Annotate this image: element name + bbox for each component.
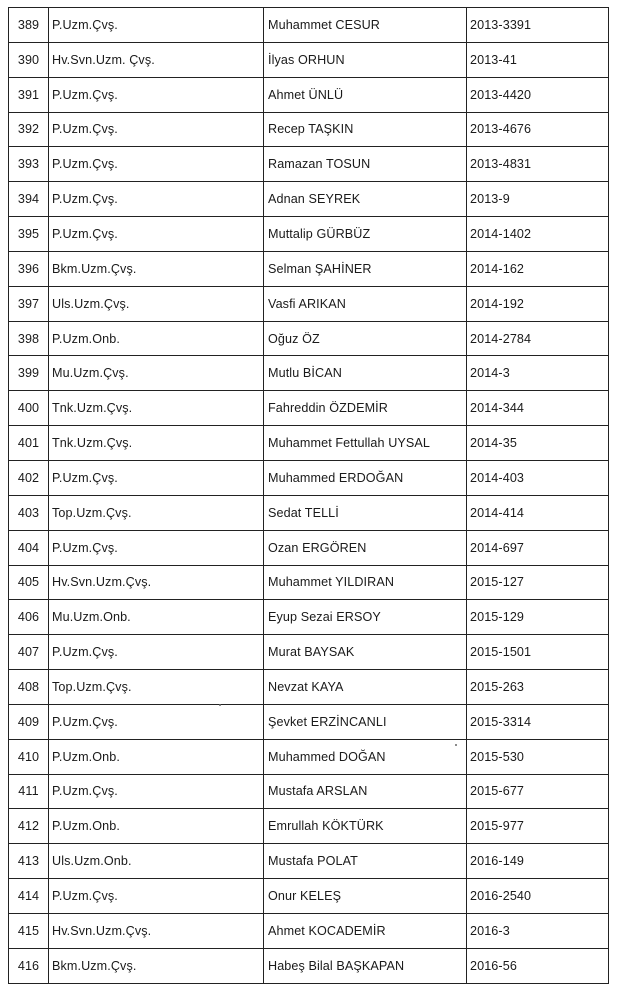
name-cell: Muhammet Fettullah UYSAL	[264, 426, 467, 461]
rank-cell: Top.Uzm.Çvş.	[49, 670, 264, 705]
rank-cell: P.Uzm.Onb.	[49, 321, 264, 356]
rank-cell: P.Uzm.Onb.	[49, 809, 264, 844]
registry-number-cell: 2014-162	[467, 251, 609, 286]
table-row	[9, 147, 609, 182]
name-cell: Recep TAŞKIN	[264, 112, 467, 147]
name-cell: Muhammet YILDIRAN	[264, 565, 467, 600]
registry-number-cell: 2013-4831	[467, 147, 609, 182]
table-row	[9, 844, 609, 879]
row-number: 392	[9, 112, 49, 147]
rank-cell: P.Uzm.Çvş.	[49, 217, 264, 252]
name-cell: Sedat TELLİ	[264, 495, 467, 530]
rank-cell: P.Uzm.Çvş.	[49, 635, 264, 670]
name-cell: Vasfi ARIKAN	[264, 286, 467, 321]
name-cell: Nevzat KAYA	[264, 670, 467, 705]
row-number: 414	[9, 879, 49, 914]
name-cell: Mustafa ARSLAN	[264, 774, 467, 809]
rank-cell: P.Uzm.Çvş.	[49, 704, 264, 739]
row-number: 415	[9, 913, 49, 948]
name-cell: İlyas ORHUN	[264, 42, 467, 77]
table-row	[9, 391, 609, 426]
name-cell: Muhammed DOĞAN	[264, 739, 467, 774]
row-number: 408	[9, 670, 49, 705]
rank-cell: P.Uzm.Çvş.	[49, 774, 264, 809]
registry-number-cell: 2014-35	[467, 426, 609, 461]
table-row	[9, 739, 609, 774]
table-row	[9, 530, 609, 565]
table-row	[9, 251, 609, 286]
row-number: 395	[9, 217, 49, 252]
registry-number-cell: 2016-149	[467, 844, 609, 879]
rank-cell: Mu.Uzm.Çvş.	[49, 356, 264, 391]
row-number: 394	[9, 182, 49, 217]
rank-cell: Top.Uzm.Çvş.	[49, 495, 264, 530]
row-number: 389	[9, 8, 49, 43]
row-number: 406	[9, 600, 49, 635]
personnel-table	[8, 7, 609, 984]
name-cell: Oğuz ÖZ	[264, 321, 467, 356]
rank-cell: Tnk.Uzm.Çvş.	[49, 426, 264, 461]
row-number: 399	[9, 356, 49, 391]
table-row	[9, 286, 609, 321]
rank-cell: Bkm.Uzm.Çvş.	[49, 948, 264, 983]
rank-cell: Hv.Svn.Uzm.Çvş.	[49, 565, 264, 600]
name-cell: Selman ŞAHİNER	[264, 251, 467, 286]
table-row	[9, 112, 609, 147]
registry-number-cell: 2014-344	[467, 391, 609, 426]
table-row	[9, 635, 609, 670]
row-number: 407	[9, 635, 49, 670]
name-cell: Muhammed ERDOĞAN	[264, 460, 467, 495]
table-row	[9, 565, 609, 600]
rank-cell: P.Uzm.Çvş.	[49, 8, 264, 43]
table-row	[9, 182, 609, 217]
name-cell: Şevket ERZİNCANLI	[264, 704, 467, 739]
rank-cell: P.Uzm.Onb.	[49, 739, 264, 774]
table-row	[9, 460, 609, 495]
registry-number-cell: 2015-3314	[467, 704, 609, 739]
rank-cell: P.Uzm.Çvş.	[49, 77, 264, 112]
row-number: 409	[9, 704, 49, 739]
name-cell: Murat BAYSAK	[264, 635, 467, 670]
rank-cell: P.Uzm.Çvş.	[49, 460, 264, 495]
table-row	[9, 495, 609, 530]
name-cell: Mutlu BİCAN	[264, 356, 467, 391]
registry-number-cell: 2014-414	[467, 495, 609, 530]
rank-cell: Mu.Uzm.Onb.	[49, 600, 264, 635]
registry-number-cell: 2014-192	[467, 286, 609, 321]
registry-number-cell: 2015-129	[467, 600, 609, 635]
row-number: 405	[9, 565, 49, 600]
registry-number-cell: 2015-530	[467, 739, 609, 774]
name-cell: Mustafa POLAT	[264, 844, 467, 879]
scan-speck	[219, 704, 221, 706]
row-number: 403	[9, 495, 49, 530]
row-number: 413	[9, 844, 49, 879]
name-cell: Ramazan TOSUN	[264, 147, 467, 182]
row-number: 411	[9, 774, 49, 809]
registry-number-cell: 2013-3391	[467, 8, 609, 43]
row-number: 396	[9, 251, 49, 286]
name-cell: Adnan SEYREK	[264, 182, 467, 217]
name-cell: Muttalip GÜRBÜZ	[264, 217, 467, 252]
table-row	[9, 704, 609, 739]
table-row	[9, 600, 609, 635]
registry-number-cell: 2016-3	[467, 913, 609, 948]
registry-number-cell: 2015-127	[467, 565, 609, 600]
registry-number-cell: 2015-977	[467, 809, 609, 844]
registry-number-cell: 2013-9	[467, 182, 609, 217]
row-number: 393	[9, 147, 49, 182]
row-number: 410	[9, 739, 49, 774]
registry-number-cell: 2016-56	[467, 948, 609, 983]
scan-speck	[455, 744, 457, 746]
rank-cell: P.Uzm.Çvş.	[49, 530, 264, 565]
row-number: 390	[9, 42, 49, 77]
registry-number-cell: 2014-1402	[467, 217, 609, 252]
table-row	[9, 217, 609, 252]
registry-number-cell: 2014-403	[467, 460, 609, 495]
rank-cell: Tnk.Uzm.Çvş.	[49, 391, 264, 426]
row-number: 416	[9, 948, 49, 983]
name-cell: Ahmet ÜNLÜ	[264, 77, 467, 112]
name-cell: Onur KELEŞ	[264, 879, 467, 914]
table-row	[9, 879, 609, 914]
table-row	[9, 356, 609, 391]
registry-number-cell: 2014-697	[467, 530, 609, 565]
rank-cell: P.Uzm.Çvş.	[49, 879, 264, 914]
registry-number-cell: 2015-677	[467, 774, 609, 809]
registry-number-cell: 2014-3	[467, 356, 609, 391]
registry-number-cell: 2013-41	[467, 42, 609, 77]
rank-cell: P.Uzm.Çvş.	[49, 112, 264, 147]
table-row	[9, 426, 609, 461]
row-number: 412	[9, 809, 49, 844]
table-row	[9, 42, 609, 77]
name-cell: Muhammet CESUR	[264, 8, 467, 43]
row-number: 398	[9, 321, 49, 356]
row-number: 404	[9, 530, 49, 565]
row-number: 401	[9, 426, 49, 461]
name-cell: Fahreddin ÖZDEMİR	[264, 391, 467, 426]
table-row	[9, 948, 609, 983]
name-cell: Eyup Sezai ERSOY	[264, 600, 467, 635]
row-number: 402	[9, 460, 49, 495]
table-row	[9, 670, 609, 705]
table-row	[9, 77, 609, 112]
name-cell: Habeş Bilal BAŞKAPAN	[264, 948, 467, 983]
rank-cell: Hv.Svn.Uzm. Çvş.	[49, 42, 264, 77]
table-row	[9, 774, 609, 809]
table-row	[9, 913, 609, 948]
registry-number-cell: 2015-1501	[467, 635, 609, 670]
table-row	[9, 8, 609, 43]
name-cell: Ahmet KOCADEMİR	[264, 913, 467, 948]
personnel-table-body	[9, 8, 609, 984]
row-number: 397	[9, 286, 49, 321]
row-number: 391	[9, 77, 49, 112]
rank-cell: P.Uzm.Çvş.	[49, 147, 264, 182]
registry-number-cell: 2013-4420	[467, 77, 609, 112]
rank-cell: P.Uzm.Çvş.	[49, 182, 264, 217]
row-number: 400	[9, 391, 49, 426]
name-cell: Emrullah KÖKTÜRK	[264, 809, 467, 844]
registry-number-cell: 2014-2784	[467, 321, 609, 356]
registry-number-cell: 2015-263	[467, 670, 609, 705]
rank-cell: Bkm.Uzm.Çvş.	[49, 251, 264, 286]
rank-cell: Uls.Uzm.Çvş.	[49, 286, 264, 321]
table-row	[9, 321, 609, 356]
registry-number-cell: 2013-4676	[467, 112, 609, 147]
rank-cell: Hv.Svn.Uzm.Çvş.	[49, 913, 264, 948]
rank-cell: Uls.Uzm.Onb.	[49, 844, 264, 879]
registry-number-cell: 2016-2540	[467, 879, 609, 914]
table-row	[9, 809, 609, 844]
name-cell: Ozan ERGÖREN	[264, 530, 467, 565]
